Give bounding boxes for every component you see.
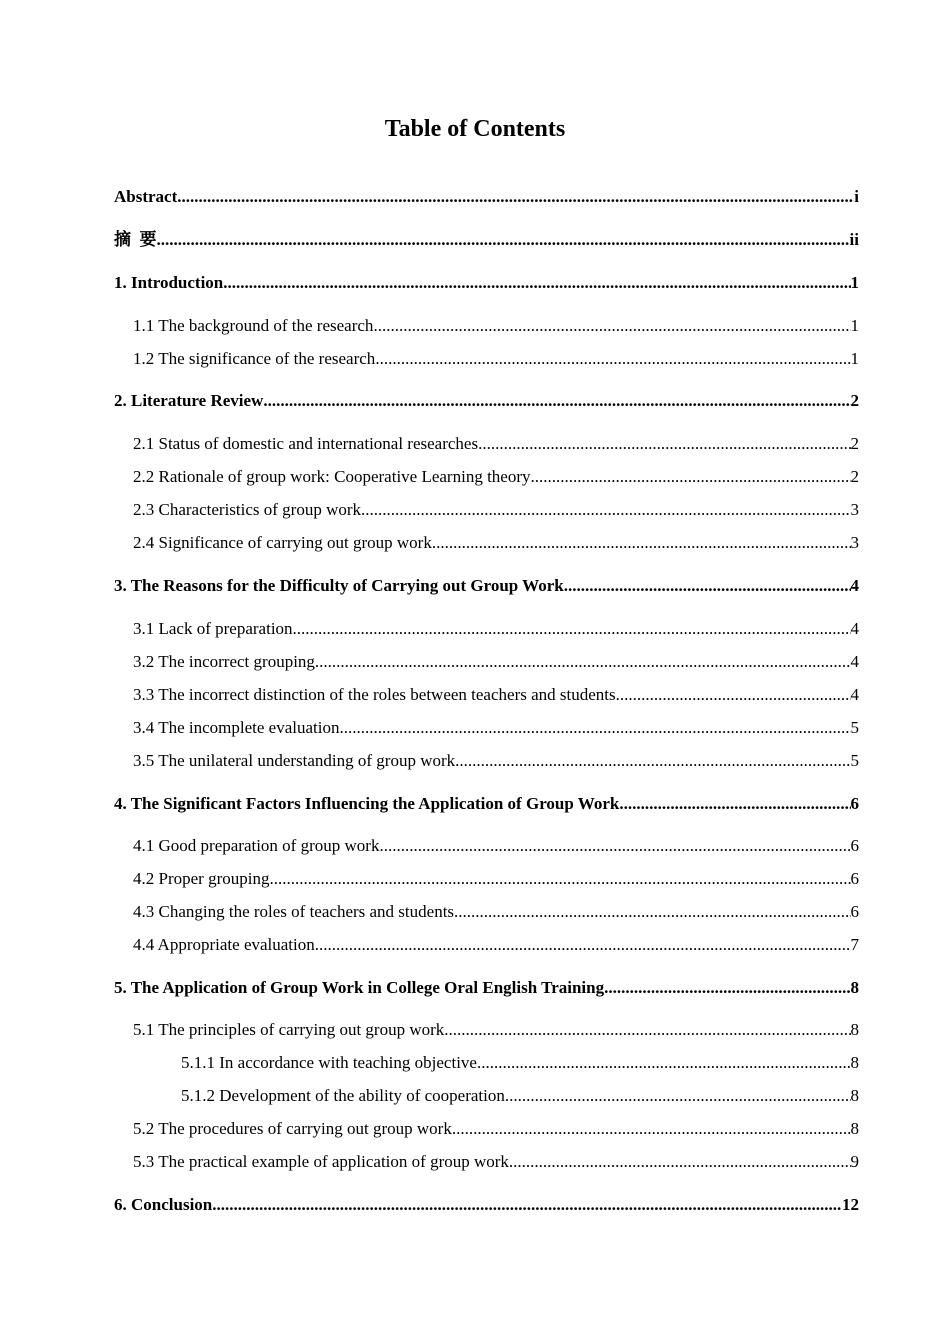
- toc-entry-section-5-3[interactable]: [133, 1149, 859, 1175]
- dot-leader: [315, 932, 851, 958]
- toc-entry-chapter-4[interactable]: [114, 791, 859, 817]
- toc-entry-section-1-2[interactable]: [133, 346, 859, 372]
- dot-leader: [157, 227, 850, 253]
- toc-entry-label: 5.1 The principles of carrying out group work: [133, 1020, 445, 1039]
- dot-leader: [454, 899, 850, 925]
- toc-entry-section-3-3[interactable]: [133, 682, 859, 708]
- toc-entry-section-3-2[interactable]: [133, 649, 859, 675]
- toc-entry-section-2-2[interactable]: [133, 464, 859, 490]
- toc-entry-label: 2. Literature Review: [114, 391, 264, 410]
- toc-entry-label: 1.1 The background of the research: [133, 316, 374, 335]
- dot-leader: [452, 1116, 851, 1142]
- toc-entry-page: ii: [849, 230, 859, 249]
- toc-entry-label: 3.4 The incomplete evaluation: [133, 718, 340, 737]
- toc-entry-page: 8: [850, 1086, 859, 1105]
- dot-leader: [604, 975, 850, 1001]
- toc-entry-section-3-1[interactable]: [133, 616, 859, 642]
- toc-entry-chapter-6[interactable]: [114, 1192, 859, 1218]
- dot-leader: [293, 616, 851, 642]
- toc-entry-page: 5: [850, 718, 859, 737]
- toc-entry-chapter-5[interactable]: [114, 975, 859, 1001]
- toc-entry-section-2-4[interactable]: [133, 530, 859, 556]
- dot-leader: [509, 1149, 851, 1175]
- toc-entry-page: 8: [850, 1053, 859, 1072]
- toc-entry-page: 1: [850, 349, 859, 368]
- toc-entry-label: 5. The Application of Group Work in College Oral English Training: [114, 978, 605, 997]
- toc-entry-label: 3.3 The incorrect distinction of the roles between teachers and students: [133, 685, 616, 704]
- toc-entry-section-5-1[interactable]: [133, 1017, 859, 1043]
- toc-entry-label: 2.4 Significance of carrying out group work: [133, 533, 432, 552]
- toc-entry-page: 4: [850, 685, 859, 704]
- dot-leader: [223, 270, 850, 296]
- toc-entry-label: 6. Conclusion: [114, 1195, 213, 1214]
- toc-entry-page: 3: [850, 533, 859, 552]
- toc-entry-label: 3. The Reasons for the Difficulty of Carrying out Group Work: [114, 576, 564, 595]
- toc-entry-page: 6: [850, 794, 859, 813]
- toc-entry-chapter-1[interactable]: [114, 270, 859, 296]
- toc-entry-section-2-3[interactable]: [133, 497, 859, 523]
- toc-entry-section-1-1[interactable]: [133, 313, 859, 339]
- dot-leader: [531, 464, 851, 490]
- toc-entry-page: 2: [850, 391, 859, 410]
- toc-entry-label: 5.3 The practical example of application of group work: [133, 1152, 509, 1171]
- toc-entry-label: 4.4 Appropriate evaluation: [133, 935, 315, 954]
- toc-entry-page: 8: [850, 978, 859, 997]
- toc-entry-page: 1: [850, 273, 859, 292]
- toc-entry-page: 2: [850, 467, 859, 486]
- dot-leader: [505, 1083, 851, 1109]
- toc-entry-label: 摘 要: [114, 230, 157, 249]
- toc-entry-section-3-4[interactable]: [133, 715, 859, 741]
- toc-entry-section-4-4[interactable]: [133, 932, 859, 958]
- toc-entry-label: 4. The Significant Factors Influencing the Application of Group Work: [114, 794, 620, 813]
- toc-entry-page: 8: [850, 1119, 859, 1138]
- dot-leader: [269, 866, 850, 892]
- page-title: Table of Contents: [384, 116, 566, 142]
- toc-entry-section-3-5[interactable]: [133, 748, 859, 774]
- toc-entry-section-2-1[interactable]: [133, 431, 859, 457]
- toc-entry-label: 2.1 Status of domestic and international researches: [133, 434, 479, 453]
- dot-leader: [212, 1192, 842, 1218]
- dot-leader: [564, 573, 851, 599]
- toc-entry-label: 5.2 The procedures of carrying out group work: [133, 1119, 452, 1138]
- toc-entry-section-5-1-2[interactable]: [181, 1083, 859, 1109]
- toc-entry-page: 6: [850, 902, 859, 921]
- dot-leader: [379, 833, 850, 859]
- toc-entry-label: 4.1 Good preparation of group work: [133, 836, 380, 855]
- toc-entry-label: 4.2 Proper grouping: [133, 869, 270, 888]
- toc-entry-page: 6: [850, 869, 859, 888]
- toc-entry-chapter-3[interactable]: [114, 573, 859, 599]
- toc-entry-label: 3.1 Lack of preparation: [133, 619, 293, 638]
- toc-entry-label: 1.2 The significance of the research: [133, 349, 376, 368]
- dot-leader: [432, 530, 851, 556]
- toc-entry-section-5-2[interactable]: [133, 1116, 859, 1142]
- dot-leader: [177, 184, 854, 210]
- toc-entry-page: 1: [850, 316, 859, 335]
- toc-entry-label: 1. Introduction: [114, 273, 224, 292]
- dot-leader: [361, 497, 850, 523]
- dot-leader: [477, 1050, 851, 1076]
- toc-entry-page: 4: [850, 652, 859, 671]
- dot-leader: [263, 388, 850, 414]
- dot-leader: [616, 682, 851, 708]
- toc-entry-section-4-1[interactable]: [133, 833, 859, 859]
- toc-entry-page: 7: [850, 935, 859, 954]
- dot-leader: [373, 313, 850, 339]
- dot-leader: [315, 649, 851, 675]
- toc-entry-page: 9: [850, 1152, 859, 1171]
- toc-entry-section-4-2[interactable]: [133, 866, 859, 892]
- toc-entry-label: 3.5 The unilateral understanding of group work: [133, 751, 456, 770]
- toc-entry-page: 2: [850, 434, 859, 453]
- toc-entry-label: 5.1.2 Development of the ability of cooperation: [181, 1086, 505, 1105]
- toc-entry-page: 12: [842, 1195, 859, 1214]
- toc-entry-page: 3: [850, 500, 859, 519]
- toc-entry-page: i: [854, 187, 859, 206]
- toc-entry-chapter-2[interactable]: [114, 388, 859, 414]
- dot-leader: [339, 715, 850, 741]
- dot-leader: [619, 791, 850, 817]
- toc-entry-label: Abstract: [114, 187, 178, 206]
- toc-entry-abstract[interactable]: [114, 184, 859, 210]
- dot-leader: [455, 748, 850, 774]
- dot-leader: [375, 346, 850, 372]
- toc-entry-page: 4: [850, 576, 859, 595]
- toc-entry-label: 2.2 Rationale of group work: Cooperative Learning theory: [133, 467, 531, 486]
- toc-entry-label: 4.3 Changing the roles of teachers and students: [133, 902, 455, 921]
- toc-entry-page: 6: [850, 836, 859, 855]
- toc-entry-page: 4: [850, 619, 859, 638]
- toc-entry-chinese-abstract[interactable]: [114, 227, 859, 253]
- toc-entry-section-5-1-1[interactable]: [181, 1050, 859, 1076]
- dot-leader: [478, 431, 850, 457]
- toc-entry-page: 5: [850, 751, 859, 770]
- toc-entry-label: 3.2 The incorrect grouping: [133, 652, 315, 671]
- dot-leader: [444, 1017, 850, 1043]
- toc-entry-section-4-3[interactable]: [133, 899, 859, 925]
- toc-entry-label: 5.1.1 In accordance with teaching objective: [181, 1053, 477, 1072]
- toc-entry-label: 2.3 Characteristics of group work: [133, 500, 362, 519]
- toc-entry-page: 8: [850, 1020, 859, 1039]
